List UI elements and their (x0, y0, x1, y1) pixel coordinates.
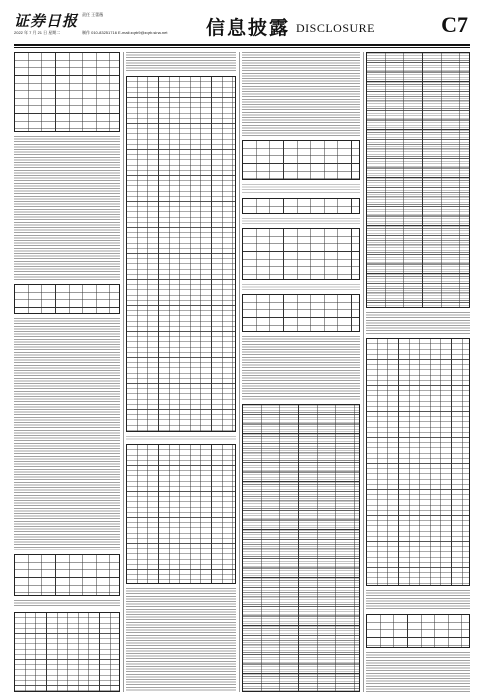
disclosure-table (242, 140, 360, 180)
disclosure-table (126, 444, 236, 584)
newspaper-logo: 证券日报 (14, 12, 79, 30)
disclosure-table (126, 76, 236, 432)
disclosure-table (242, 198, 360, 214)
body-text (242, 336, 360, 400)
page-number: C7 (441, 12, 468, 37)
contact-line: 制作 010-83251716 E-mail:zqrb9@zqrb.sina.net (82, 30, 168, 35)
column-4 (366, 52, 470, 692)
section-title-en: DISCLOSURE (296, 21, 376, 35)
body-text (14, 136, 120, 280)
disclosure-table (14, 52, 120, 132)
column-divider (363, 52, 364, 692)
body-text (126, 588, 236, 692)
section-title: 信息披露 (206, 17, 291, 39)
editor-line: 责任 王蕾薇 (82, 12, 104, 17)
body-text (14, 318, 120, 550)
disclosure-table (366, 52, 470, 308)
disclosure-table (242, 404, 360, 692)
issue-date: 2022 年 7 月 21 日 星期二 (14, 30, 61, 35)
disclosure-table (366, 614, 470, 648)
disclosure-table (242, 294, 360, 332)
column-divider (123, 52, 124, 692)
body-text (242, 52, 360, 136)
column-2 (126, 52, 236, 692)
body-text (242, 284, 360, 290)
body-text (366, 652, 470, 692)
header-rule (14, 44, 470, 46)
column-divider (239, 52, 240, 692)
disclosure-table (242, 228, 360, 280)
body-text (366, 590, 470, 610)
body-text (366, 312, 470, 334)
body-text (242, 218, 360, 224)
body-text (242, 184, 360, 194)
header-rule-thin (14, 47, 470, 48)
body-text (126, 436, 236, 440)
disclosure-table (14, 284, 120, 314)
body-text (14, 600, 120, 608)
column-1 (14, 52, 120, 692)
masthead (14, 8, 470, 42)
column-3 (242, 52, 360, 692)
disclosure-table (14, 612, 120, 692)
disclosure-table (14, 554, 120, 596)
disclosure-table (366, 338, 470, 586)
body-text (126, 52, 236, 72)
